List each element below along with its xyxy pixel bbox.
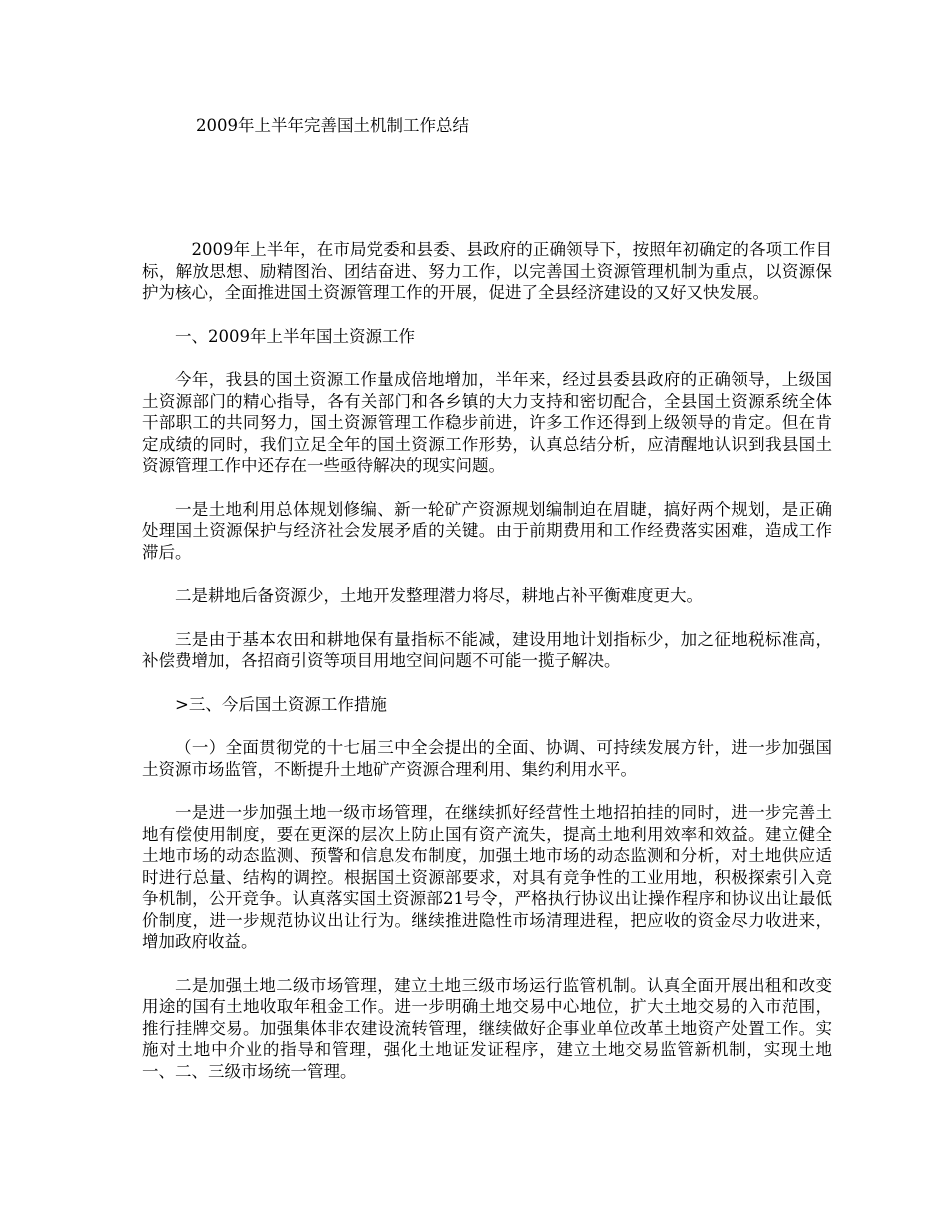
section-heading-3: >三、今后国土资源工作措施 xyxy=(175,694,387,714)
paragraph-measure-1-2: 二是加强土地二级市场管理，建立土地三级市场运行监管机制。认真全面开展出租和改变用途的国有土地收取年租金工作。进一步明确土地交易中心地位，扩大土地交易的入市范围，推行挂牌交易。加强集体非农建设流转管理，继续做好企事业单位改革土地资产处置工作。实施对土地中介业的指导和管理，强化土地证发证程序，建立土地交易监管新机制，实现土地一、二、三级市场统一管理。 xyxy=(142,975,832,1081)
section-heading-1: 一、2009年上半年国土资源工作 xyxy=(175,326,415,346)
paragraph-measure-1-1: 一是进一步加强土地一级市场管理，在继续抓好经营性土地招拍挂的同时，进一步完善土地有偿使用制度，要在更深的层次上防止国有资产流失，提高土地利用效率和效益。建立健全土地市场的动态监测、预警和信息发布制度，加强土地市场的动态监测和分析，对土地供应适时进行总量、结构的调控。根据国土资源部要求，对具有竞争性的工业用地，积极探索引入竞争机制，公开竞争。认真落实国土资源部21号令，严格执行协议出让操作程序和协议出让最低价制度，进一步规范协议出让行为。继续推进隐性市场清理进程，把应收的资金尽力收进来，增加政府收益。 xyxy=(142,803,832,951)
document-title: 2009年上半年完善国土机制工作总结 xyxy=(196,116,469,135)
paragraph-measure-1: （一）全面贯彻党的十七届三中全会提出的全面、协调、可持续发展方针，进一步加强国土资源市场监管，不断提升土地矿产资源合理利用、集约利用水平。 xyxy=(142,738,832,779)
paragraph-problem-3: 三是由于基本农田和耕地保有量指标不能减，建设用地计划指标少，加之征地税标准高，补偿费增加，各招商引资等项目用地空间问题不可能一揽子解决。 xyxy=(142,629,832,670)
paragraph-problem-1: 一是土地利用总体规划修编、新一轮矿产资源规划编制迫在眉睫，搞好两个规划，是正确处理国土资源保护与经济社会发展矛盾的关键。由于前期费用和工作经费落实困难，造成工作滞后。 xyxy=(142,499,832,562)
paragraph-problem-2: 二是耕地后备资源少，土地开发整理潜力将尽，耕地占补平衡难度更大。 xyxy=(175,586,703,605)
paragraph-intro: 2009年上半年，在市局党委和县委、县政府的正确领导下，按照年初确定的各项工作目标，解放思想、励精图治、团结奋进、努力工作，以完善国土资源管理机制为重点，以资源保护为核心，全面推进国土资源管理工作的开展，促进了全县经济建设的又好又快发展。 xyxy=(142,240,832,302)
paragraph-overview: 今年，我县的国土资源工作量成倍地增加，半年来，经过县委县政府的正确领导，上级国土资源部门的精心指导，各有关部门和各乡镇的大力支持和密切配合，全县国土资源系统全体干部职工的共同努力，国土资源管理工作稳步前进，许多工作还得到上级领导的肯定。但在肯定成绩的同时，我们立足全年的国土资源工作形势，认真总结分析，应清醒地认识到我县国土资源管理工作中还存在一些亟待解决的现实问题。 xyxy=(142,370,832,475)
document-body xyxy=(142,239,832,1104)
